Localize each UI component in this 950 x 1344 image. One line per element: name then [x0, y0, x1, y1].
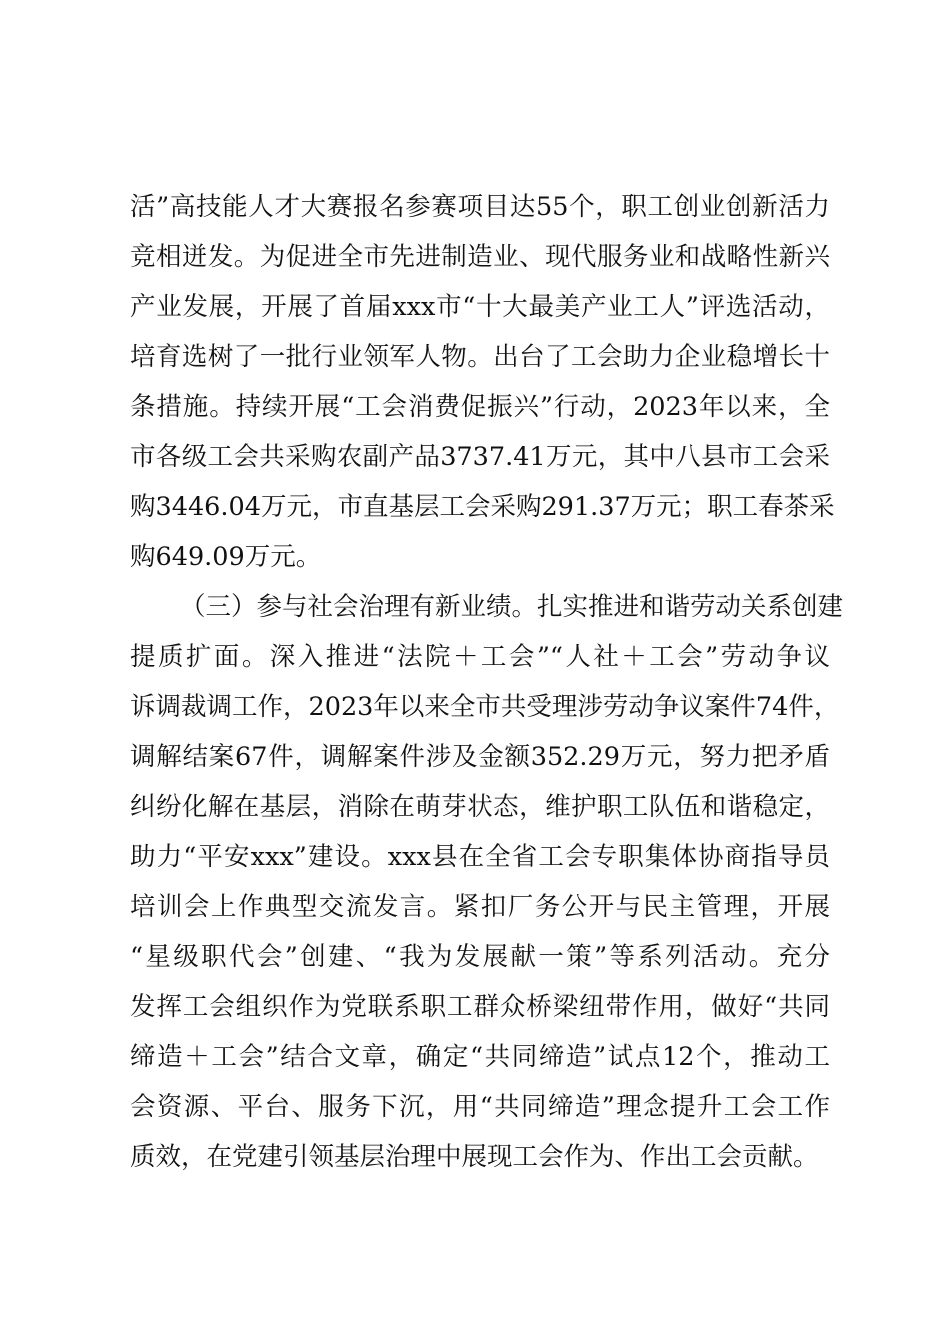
text-line: 发挥工会组织作为党联系职工群众桥梁纽带作用，做好“共同 [130, 992, 830, 1022]
text-line: 市各级工会共采购农副产品3737.41万元，其中八县市工会采 [130, 442, 830, 472]
text-line: 会资源、平台、服务下沉，用“共同缔造”理念提升工会工作 [130, 1092, 830, 1122]
text-line: 竞相迸发。为促进全市先进制造业、现代服务业和战略性新兴 [130, 242, 830, 272]
text-line: “星级职代会”创建、“我为发展献一策”等系列活动。充分 [130, 942, 830, 972]
text-line: 质效，在党建引领基层治理中展现工会作为、作出工会贡献。 [130, 1142, 819, 1172]
text-line: 购3446.04万元，市直基层工会采购291.37万元；职工春茶采 [130, 492, 835, 522]
text-line: 助力“平安xxx”建设。xxx县在全省工会专职集体协商指导员 [130, 842, 830, 872]
text-line: 缔造＋工会”结合文章，确定“共同缔造”试点12个，推动工 [130, 1042, 830, 1072]
text-line: 纠纷化解在基层，消除在萌芽状态，维护职工队伍和谐稳定， [130, 792, 830, 822]
text-line: 提质扩面。深入推进“法院＋工会”“人社＋工会”劳动争议 [130, 642, 830, 672]
section-heading-line: （三）参与社会治理有新业绩。扎实推进和谐劳动关系创建 [180, 592, 844, 622]
text-line: 调解结案67件，调解案件涉及金额352.29万元，努力把矛盾 [130, 742, 830, 772]
text-line: 产业发展，开展了首届xxx市“十大最美产业工人”评选活动， [130, 292, 830, 322]
text-line: 活”高技能人才大赛报名参赛项目达55个，职工创业创新活力 [130, 192, 830, 222]
text-line: 诉调裁调工作，2023年以来全市共受理涉劳动争议案件74件， [130, 692, 840, 722]
text-line: 条措施。持续开展“工会消费促振兴”行动，2023年以来，全 [130, 392, 830, 422]
text-line: 购649.09万元。 [130, 542, 322, 572]
text-line: 培育选树了一批行业领军人物。出台了工会助力企业稳增长十 [130, 342, 830, 372]
text-line: 培训会上作典型交流发言。紧扣厂务公开与民主管理，开展 [130, 892, 830, 922]
